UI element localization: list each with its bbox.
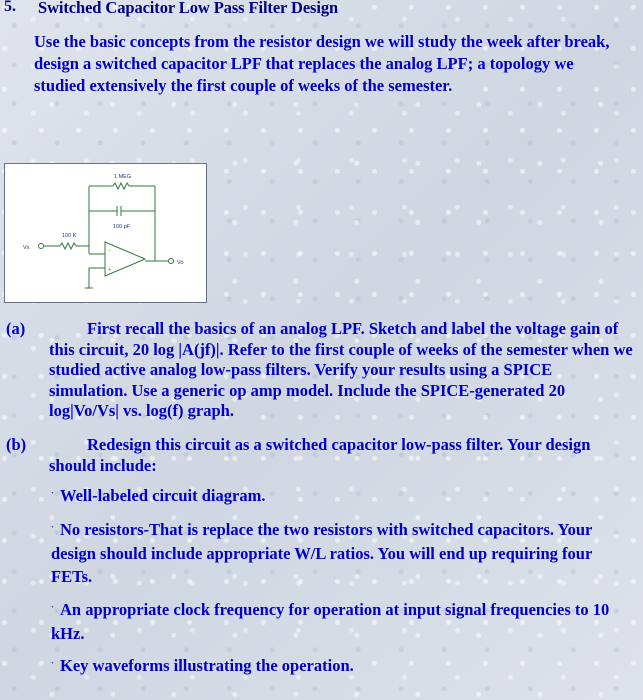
circuit-figure bbox=[4, 163, 207, 303]
output-terminal bbox=[169, 259, 174, 264]
part-b-label: (b) bbox=[6, 435, 27, 454]
input-resistor bbox=[60, 243, 76, 249]
part-a-text: First recall the basics of an analog LPF. Sketch and label the voltage gain of this circuit, 20 log |A(jf)|. Refer to the first couple of weeks of the semester when we studied active analog low-pass filters. Verify your results using a SPICE simulation. Use a generic op amp model. Include the SPICE-generated 20 log|Vo/Vs| vs. log(f) graph. bbox=[49, 319, 633, 420]
label-c-feedback: 100 pF bbox=[113, 224, 131, 230]
problem-number: 5. bbox=[4, 0, 16, 15]
part-a-label: (a) bbox=[6, 319, 26, 338]
bullet-marker: · bbox=[51, 522, 55, 532]
label-r-input: 100 K bbox=[62, 233, 77, 239]
bullet-marker: · bbox=[51, 658, 55, 668]
bullet-marker: · bbox=[51, 602, 55, 612]
label-r-feedback: 1 MEG bbox=[114, 174, 132, 180]
problem-intro: Use the basic concepts from the resistor design we will study the week after break, design a switched capacitor LPF that replaces the analog LPF; a topology we studied extensively the first couple of weeks of the semester. bbox=[34, 32, 610, 95]
op-amp-lpf-schematic bbox=[5, 164, 206, 302]
op-amp-plus: + bbox=[108, 267, 111, 273]
bullet-item-4: Key waveforms illustrating the operation. bbox=[60, 656, 354, 675]
feedback-resistor bbox=[113, 183, 129, 189]
problem-title: Switched Capacitor Low Pass Filter Design bbox=[38, 0, 339, 17]
op-amp-minus: − bbox=[108, 248, 111, 254]
op-amp-triangle bbox=[105, 242, 145, 276]
bullet-item-3: An appropriate clock frequency for operation at input signal frequencies to 10 kHz. bbox=[51, 600, 610, 643]
label-output-node: Vo bbox=[177, 260, 184, 266]
bullet-item-1: Well-labeled circuit diagram. bbox=[60, 486, 266, 505]
input-terminal bbox=[39, 244, 44, 249]
bullet-item-2: No resistors-That is replace the two resistors with switched capacitors. Your design should include appropriate W/L ratios. You will end up requiring four FETs. bbox=[51, 520, 593, 586]
part-b-text: Redesign this circuit as a switched capacitor low-pass filter. Your design should include: bbox=[49, 435, 591, 475]
bullet-marker: · bbox=[51, 488, 55, 498]
label-input-node: Vs bbox=[23, 245, 30, 251]
